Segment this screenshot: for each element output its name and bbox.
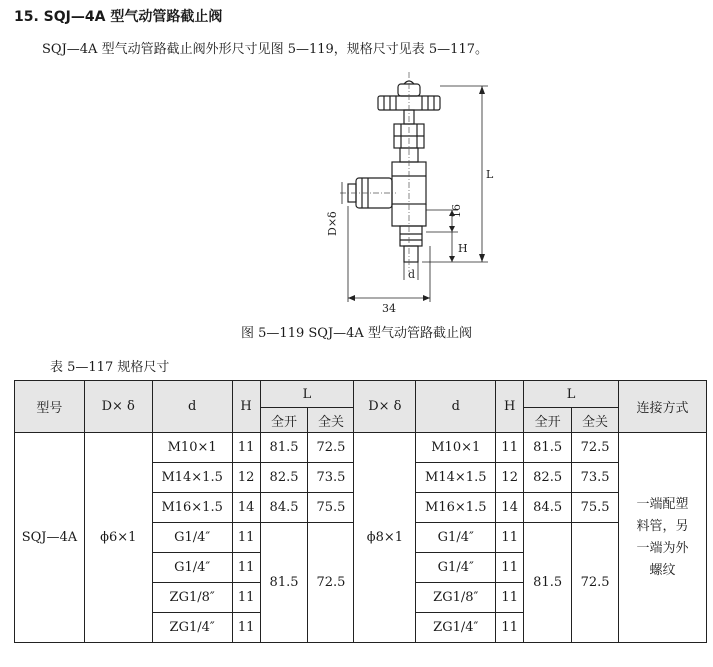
- cell-open: 84.5: [524, 493, 572, 523]
- dim-d-label: d: [408, 268, 416, 281]
- cell-d: M14×1.5: [152, 463, 232, 493]
- dim-34-label: 34: [382, 302, 396, 315]
- cell-close-merged: 72.5: [308, 523, 354, 643]
- dim-16-label: 16: [450, 204, 463, 218]
- cell-close: 73.5: [308, 463, 354, 493]
- cell-h: 14: [232, 493, 260, 523]
- cell-h: 12: [496, 463, 524, 493]
- cell-d: M10×1: [416, 433, 496, 463]
- table-row: [15, 433, 707, 463]
- cell-h: 11: [232, 553, 260, 583]
- header-h-2: H: [496, 381, 524, 433]
- header-l-2: L: [524, 381, 619, 408]
- cell-close: 72.5: [308, 433, 354, 463]
- cell-h: 11: [496, 583, 524, 613]
- header-full-open: 全开: [260, 408, 308, 433]
- table-title: 表 5—117 规格尺寸: [50, 360, 170, 375]
- header-full-close-2: 全关: [572, 408, 619, 433]
- cell-d: ZG1/4″: [416, 613, 496, 643]
- cell-h: 11: [496, 613, 524, 643]
- valve-drawing: [300, 66, 520, 316]
- cell-h: 11: [496, 433, 524, 463]
- section-heading: 15. SQJ—4A 型气动管路截止阀: [14, 9, 223, 25]
- cell-open-merged: 81.5: [260, 523, 308, 643]
- cell-h: 14: [496, 493, 524, 523]
- header-dxd: D× δ: [84, 381, 152, 433]
- intro-paragraph: SQJ—4A 型气动管路截止阀外形尺寸见图 5—119，规格尺寸见表 5—117。: [42, 42, 488, 57]
- cell-h: 11: [232, 523, 260, 553]
- dim-L-label: L: [486, 168, 494, 181]
- header-d-2: d: [416, 381, 496, 433]
- header-l: L: [260, 381, 354, 408]
- cell-open: 84.5: [260, 493, 308, 523]
- cell-d: M16×1.5: [152, 493, 232, 523]
- cell-h: 12: [232, 463, 260, 493]
- cell-d: G1/4″: [152, 523, 232, 553]
- bottom-thread: [404, 246, 418, 262]
- cell-d: G1/4″: [416, 523, 496, 553]
- header-full-close: 全关: [308, 408, 354, 433]
- cell-close: 73.5: [572, 463, 619, 493]
- figure-caption: 图 5—119 SQJ—4A 型气动管路截止阀: [241, 326, 472, 341]
- cell-h: 11: [232, 583, 260, 613]
- cell-h: 11: [496, 553, 524, 583]
- cell-close: 72.5: [572, 433, 619, 463]
- header-full-open-2: 全开: [524, 408, 572, 433]
- cell-d: G1/4″: [152, 553, 232, 583]
- left-dxd-cell: ϕ6×1: [84, 433, 152, 643]
- cell-h: 11: [232, 613, 260, 643]
- connection-cell: [619, 433, 707, 643]
- model-cell: SQJ—4A: [15, 433, 85, 643]
- cell-close: 75.5: [572, 493, 619, 523]
- cell-d: G1/4″: [416, 553, 496, 583]
- header-dxd-2: D× δ: [354, 381, 416, 433]
- cell-open-merged: 81.5: [524, 523, 572, 643]
- cell-open: 82.5: [524, 463, 572, 493]
- cell-open: 81.5: [524, 433, 572, 463]
- cell-open: 81.5: [260, 433, 308, 463]
- cell-d: ZG1/8″: [152, 583, 232, 613]
- cell-d: M16×1.5: [416, 493, 496, 523]
- header-connection: 连接方式: [619, 381, 707, 433]
- cell-close: 75.5: [308, 493, 354, 523]
- header-d: d: [152, 381, 232, 433]
- cell-close-merged: 72.5: [572, 523, 619, 643]
- connection-text: 一端配塑料管，另一端为外螺纹: [636, 496, 689, 578]
- cell-open: 82.5: [260, 463, 308, 493]
- header-model: 型号: [15, 381, 85, 433]
- cell-d: M14×1.5: [416, 463, 496, 493]
- header-h: H: [232, 381, 260, 433]
- cell-d: ZG1/4″: [152, 613, 232, 643]
- cell-h: 11: [496, 523, 524, 553]
- right-dxd-cell: ϕ8×1: [354, 433, 416, 643]
- spec-table: [14, 380, 707, 643]
- dim-dxd-label: D×δ: [326, 211, 339, 236]
- cell-h: 11: [232, 433, 260, 463]
- dim-H-label: H: [458, 242, 468, 255]
- cell-d: ZG1/8″: [416, 583, 496, 613]
- cell-d: M10×1: [152, 433, 232, 463]
